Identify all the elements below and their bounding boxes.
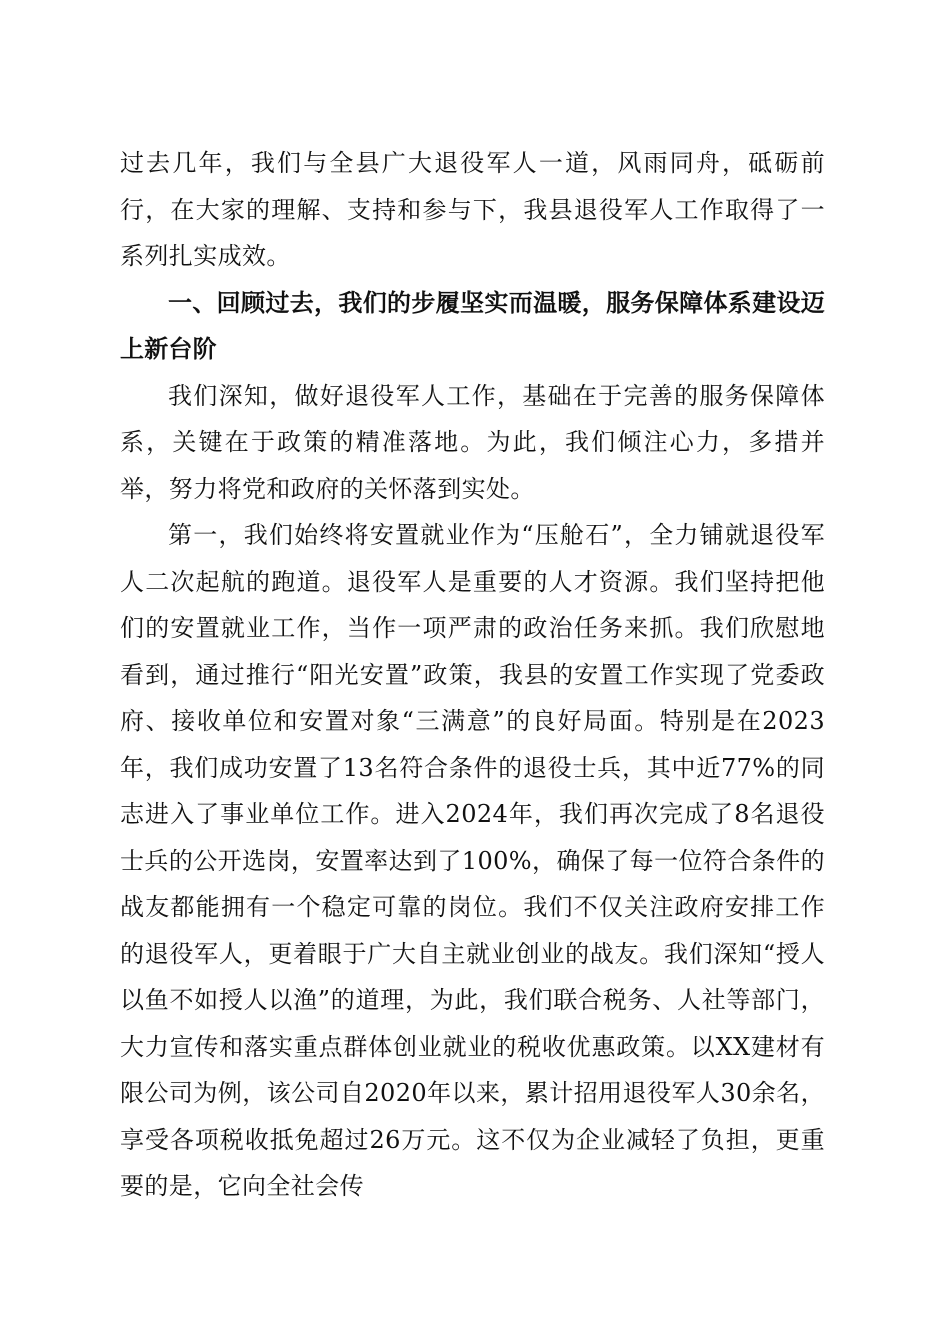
section-heading: 一、回顾过去，我们的步履坚实而温暖，服务保障体系建设迈上新台阶	[120, 288, 825, 363]
body-paragraph: 第一，我们始终将安置就业作为“压舱石”，全力铺就退役军人二次起航的跑道。退役军人是重要的人才资源。我们坚持把他们的安置就业工作，当作一项严肃的政治任务来抓。我们欣慰地看到，通过推行“阳光安置”政策，我县的安置工作实现了党委政府、接收单位和安置对象“三满意”的良好局面。特别是在2023年，我们成功安置了13名符合条件的退役士兵，其中近77%的同志进入了事业单位工作。进入2024年，我们再次完成了8名退役士兵的公开选岗，安置率达到了100%，确保了每一位符合条件的战友都能拥有一个稳定可靠的岗位。我们不仅关注政府安排工作的退役军人，更着眼于广大自主就业创业的战友。我们深知“授人以鱼不如授人以渔”的道理，为此，我们联合税务、人社等部门，大力宣传和落实重点群体创业就业的税收优惠政策。以XX建材有限公司为例，该公司自2020年以来，累计招用退役军人30余名，享受各项税收抵免超过26万元。这不仅为企业减轻了负担，更重要的是，它向全社会传	[120, 521, 825, 1200]
body-paragraph: 我们深知，做好退役军人工作，基础在于完善的服务保障体系，关键在于政策的精准落地。为此，我们倾注心力，多措并举，努力将党和政府的关怀落到实处。	[120, 381, 825, 503]
document-body	[120, 140, 825, 1210]
intro-paragraph: 过去几年，我们与全县广大退役军人一道，风雨同舟，砥砺前行，在大家的理解、支持和参与下，我县退役军人工作取得了一系列扎实成效。	[120, 149, 825, 270]
